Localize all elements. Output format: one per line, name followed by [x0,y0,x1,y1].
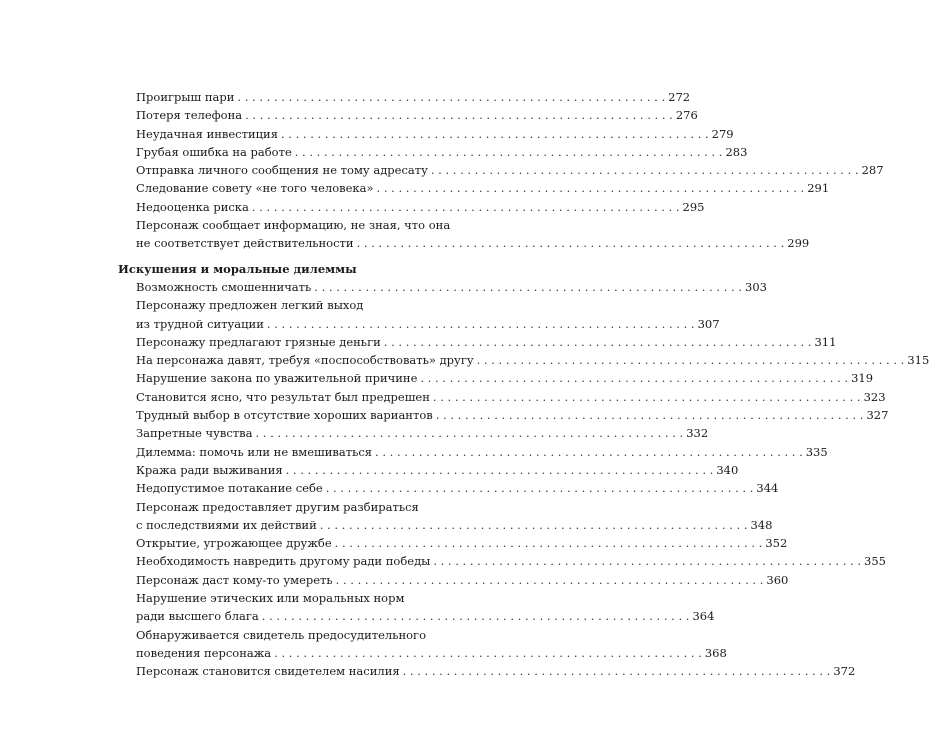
toc-entry-title-line2: не соответствует действительности [136,236,354,251]
toc-entry-title: Отправка личного сообщения не тому адресату [136,163,428,178]
toc-entry-title: Проигрыш пари [136,90,235,104]
toc-entry-page: 319 [851,371,874,386]
dot-leader [255,424,683,442]
dot-leader [326,479,754,497]
toc-entry [118,424,709,442]
toc-entry-page: 352 [765,536,788,551]
toc-entry-page: 344 [756,481,779,496]
toc-entry-page: 360 [766,572,789,587]
toc-entry-page: 295 [682,199,705,214]
toc-entry [118,406,889,424]
toc-entry-page: 372 [833,664,856,679]
toc-entry-page: 327 [866,408,889,423]
toc-entry [118,161,884,179]
dot-leader [320,516,748,534]
toc-entry-title: Необходимость навредить другому ради победы [136,554,431,569]
toc-entry-page: 291 [807,181,830,196]
dot-leader [237,88,665,106]
dot-leader [384,333,812,351]
dot-leader [286,461,714,479]
toc-entry-title: Персонажу предлагают грязные деньги [136,334,381,349]
toc-entry-page: 299 [787,236,810,251]
toc-entry-title: Недопустимое потакание себе [136,481,323,496]
toc-entry-title: Запретные чувства [136,426,253,441]
dot-leader [420,369,848,387]
dot-leader [314,278,742,296]
toc-entry [118,443,828,461]
dot-leader [377,179,805,197]
dot-leader [433,388,861,406]
toc-entry [118,125,734,143]
toc-entry-page: 283 [725,144,748,159]
dot-leader [245,106,673,124]
toc-entry-page: 340 [716,462,739,477]
toc-entry-page: 276 [675,108,698,123]
toc-entry-title-line1: Персонаж сообщает информацию, не зная, что она [136,218,451,233]
dot-leader [274,644,702,662]
toc-entry [118,315,720,333]
dot-leader [375,443,803,461]
dot-leader [431,161,859,179]
dot-leader [336,571,764,589]
toc-entry-title: Персонаж даст кому-то умереть [136,572,333,587]
toc-entry-page: 287 [861,163,884,178]
toc-entry [118,234,810,252]
toc-entry [118,179,830,197]
toc-entry-page: 364 [692,609,715,624]
toc-entry-page: 332 [686,426,709,441]
toc-entry [118,552,886,570]
toc-entry-title: Следование совету «не того человека» [136,181,374,196]
toc-entry-title-line1: Персонаж предоставляет другим разбираться [136,499,419,514]
toc-entry-title: Дилемма: помочь или не вмешиваться [136,444,373,459]
toc-entry-title-line1: Нарушение этических или моральных норм [136,591,405,606]
toc-entry [118,369,874,387]
toc-entry [118,88,691,106]
toc-entry-title-line1: Обнаруживается свидетель предосудительного [136,627,427,642]
toc-entry-title: Неудачная инвестиция [136,126,278,141]
toc-entry [118,516,773,534]
toc-entry [118,534,788,552]
toc-entry-title: На персонажа давят, требуя «поспособствовать» другу [136,353,474,368]
dot-leader [295,143,723,161]
toc-entry-title: Становится ясно, что результат был предрешен [136,389,430,404]
toc-entry-page: 335 [805,444,828,459]
toc-entry-title-line2: поведения персонажа [136,645,272,660]
dot-leader [357,234,785,252]
toc-entry [118,143,748,161]
toc-entry [118,351,929,369]
dot-leader [403,662,831,680]
toc-entry-page: 315 [907,353,929,368]
toc-entry-page: 355 [864,554,886,569]
toc-entry-page: 368 [704,645,727,660]
toc-entry-title: Грубая ошибка на работе [136,144,292,159]
toc-entry [118,662,856,680]
toc-entry-title: Кража ради выживания [136,462,283,477]
dot-leader [436,406,864,424]
toc-entry-page: 303 [745,279,767,294]
toc-entry [118,607,715,625]
toc-entry-page: 307 [697,316,720,331]
toc-entry-title: Персонаж становится свидетелем насилия [136,664,400,679]
toc-entry [118,644,727,662]
toc-entry [118,333,837,351]
dot-leader [477,351,905,369]
toc-entry-title: Потеря телефона [136,108,243,123]
toc-entry-page: 272 [668,90,691,104]
toc-entry-title: Трудный выбор в отсутствие хороших вариантов [136,408,433,423]
toc-entry [118,479,779,497]
toc-entry-title-line2: из трудной ситуации [136,316,264,331]
toc-entry-title: Открытие, угрожающее дружбе [136,536,332,551]
section-heading: Искушения и моральные дилеммы [118,261,357,276]
dot-leader [252,198,680,216]
toc-entry-page: 279 [711,126,734,141]
toc-entry-page: 348 [750,517,773,532]
dot-leader [281,125,709,143]
toc-entry [118,571,789,589]
toc-entry [118,278,767,296]
toc-entry-page: 311 [814,334,837,349]
dot-leader [262,607,690,625]
toc-entry [118,198,705,216]
toc-entry-title: Недооценка риска [136,199,249,214]
dot-leader [267,315,695,333]
table-of-contents [118,88,929,681]
toc-entry-title: Возможность смошенничать [136,279,312,294]
toc-entry-page: 323 [863,389,886,404]
dot-leader [433,552,861,570]
toc-entry-title-line2: ради высшего блага [136,609,259,624]
toc-entry [118,388,886,406]
toc-entry-title-line1: Персонажу предложен легкий выход [136,298,364,313]
toc-entry [118,461,739,479]
toc-entry-title: Нарушение закона по уважительной причине [136,371,418,386]
dot-leader [335,534,763,552]
toc-entry [118,106,698,124]
toc-entry-title-line2: с последствиями их действий [136,517,317,532]
